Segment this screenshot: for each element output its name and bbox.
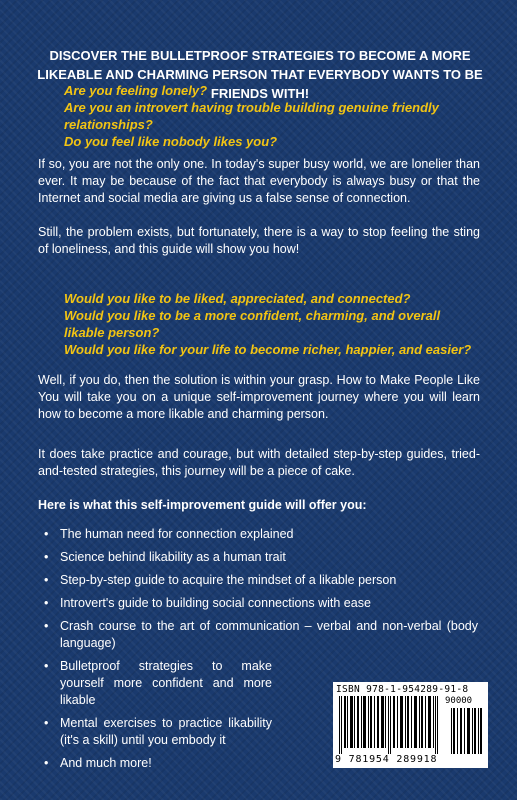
list-item: • Introvert's guide to building social connections with ease [38, 595, 478, 612]
question: Would you like for your life to become richer, happier, and easier? [64, 342, 472, 357]
question-block-1 [64, 82, 474, 150]
list-item: • Crash course to the art of communication – verbal and non-verbal (body language) [38, 618, 478, 652]
list-item: • Step-by-step guide to acquire the mindset of a likable person [38, 572, 478, 589]
list-item: • Mental exercises to practice likability (it's a skill) until you embody it [38, 715, 272, 749]
barcode-number: 9 781954 289918 [335, 754, 438, 765]
question-block-2 [64, 290, 474, 358]
question: Are you an introvert having trouble building genuine friendly relationships? [64, 100, 439, 132]
paragraph-1: If so, you are not the only one. In today's super busy world, we are lonelier than ever. It may be because of the fact that everybody is always busy or that the Internet and social media are giving us a false sense of connection. [38, 157, 480, 205]
isbn-label: ISBN 978-1-954289-91-8 [336, 684, 469, 695]
paragraph-3: Well, if you do, then the solution is within your grasp. How to Make People Like You will take you on a unique self-improvement journey where you will learn how to become a more likable and charming person. [38, 373, 480, 421]
question: Would you like to be liked, appreciated, and connected? [64, 291, 411, 306]
isbn-barcode [333, 682, 488, 768]
question: Are you feeling lonely? [64, 83, 208, 98]
list-item: • And much more! [38, 755, 272, 772]
list-item: • Bulletproof strategies to make yourself more confident and more likable [38, 658, 272, 709]
list-item: • Science behind likability as a human trait [38, 549, 478, 566]
list-item: • The human need for connection explained [38, 526, 478, 543]
paragraph-4: It does take practice and courage, but with detailed step-by-step guides, tried-and-tested strategies, this journey will be a piece of cake. [38, 447, 480, 478]
offer-heading: Here is what this self-improvement guide will offer you: [38, 498, 367, 512]
question: Do you feel like nobody likes you? [64, 134, 278, 149]
barcode-addon: 90000 [445, 696, 473, 706]
paragraph-2: Still, the problem exists, but fortunately, there is a way to stop feeling the sting of loneliness, and this guide will show you how! [38, 225, 480, 256]
question: Would you like to be a more confident, charming, and overall likable person? [64, 308, 441, 340]
headline: DISCOVER THE BULLETPROOF STRATEGIES TO BECOME A MORE LIKEABLE AND CHARMING PERSON THAT EVERYBODY WANTS TO BE FRIENDS WITH! [37, 48, 483, 101]
